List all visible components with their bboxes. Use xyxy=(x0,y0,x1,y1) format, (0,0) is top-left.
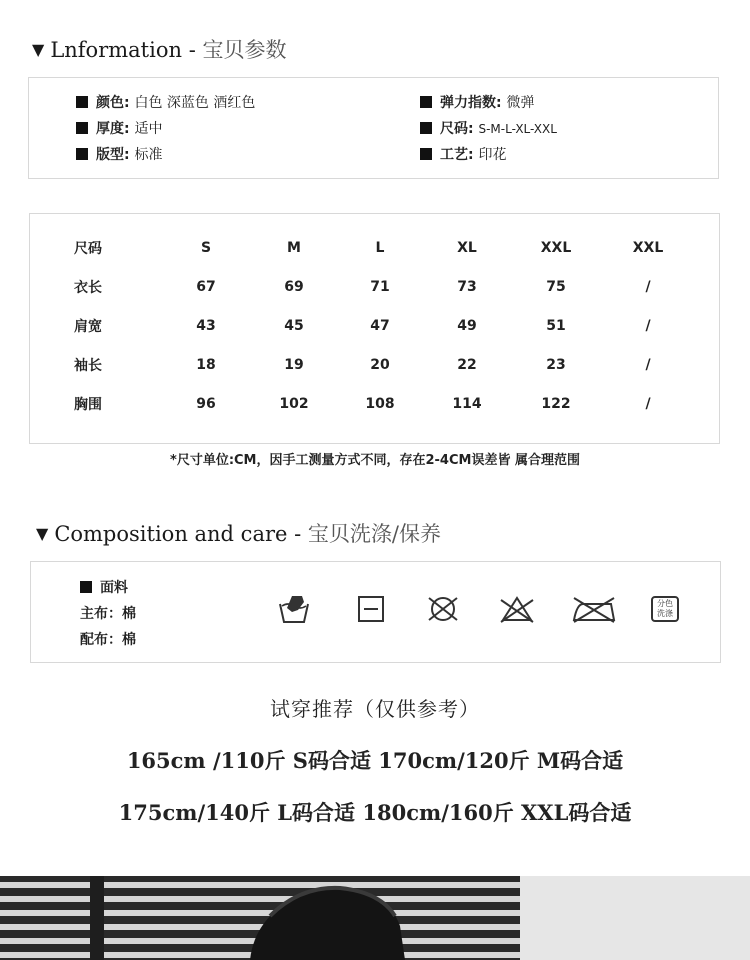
separate-wash-icon: 分色 洗涤 xyxy=(651,596,679,622)
table-cell: S xyxy=(200,239,212,256)
table-cell: 67 xyxy=(196,278,216,295)
table-cell: 20 xyxy=(370,356,390,373)
table-cell: 19 xyxy=(284,356,304,373)
table-cell: 51 xyxy=(546,317,566,334)
table-cell: 96 xyxy=(196,395,216,412)
bullet-square-icon xyxy=(76,96,88,108)
bullet-square-icon xyxy=(420,148,432,160)
triangle-down-icon: ▼ xyxy=(32,40,45,59)
product-photo xyxy=(0,876,750,960)
table-cell: 108 xyxy=(365,395,395,412)
table-cell: XXL xyxy=(632,239,664,256)
tumble-dry-icon xyxy=(351,592,391,626)
table-cell: 袖长 xyxy=(74,357,102,374)
no-dry-clean-icon xyxy=(423,592,463,626)
fabric-heading: 面料 xyxy=(80,577,128,597)
bullet-square-icon xyxy=(76,122,88,134)
composition-separator: - xyxy=(294,522,302,546)
table-cell: L xyxy=(375,239,385,256)
info-color: 颜色: 白色 深蓝色 酒红色 xyxy=(76,92,255,112)
information-title-en: Lnformation xyxy=(50,38,182,62)
table-cell: / xyxy=(645,356,651,373)
main-fabric: 主布：棉 xyxy=(80,606,136,622)
no-bleach-icon xyxy=(497,592,537,626)
info-craft: 工艺: 印花 xyxy=(420,144,506,164)
table-cell: 73 xyxy=(457,278,477,295)
table-cell: 45 xyxy=(284,317,304,334)
table-cell: 肩宽 xyxy=(74,318,102,335)
information-separator: - xyxy=(188,38,196,62)
table-cell: 49 xyxy=(457,317,477,334)
table-row xyxy=(60,384,696,423)
info-fit: 版型: 标准 xyxy=(76,144,162,164)
table-cell: / xyxy=(645,317,651,334)
table-cell: 胸围 xyxy=(74,396,102,413)
composition-title xyxy=(36,518,441,548)
recommendation-title: 试穿推荐（仅供参考） xyxy=(270,697,480,721)
table-cell: 47 xyxy=(370,317,390,334)
product-photo-graphic xyxy=(0,876,750,960)
information-title-cn: 宝贝参数 xyxy=(202,38,287,62)
table-cell: XL xyxy=(457,239,477,256)
table-row xyxy=(60,345,696,384)
info-thickness: 厚度: 适中 xyxy=(76,118,162,138)
table-row xyxy=(60,306,696,345)
table-cell: 尺码 xyxy=(74,240,102,257)
size-note: *尺寸单位:CM，因手工测量方式不同，存在2-4CM误差皆 属合理范围 xyxy=(170,453,580,468)
table-row xyxy=(60,267,696,306)
bullet-square-icon xyxy=(420,96,432,108)
table-cell: 43 xyxy=(196,317,216,334)
table-cell: / xyxy=(645,278,651,295)
triangle-down-icon: ▼ xyxy=(36,524,49,543)
recommendation-line-1: 165cm /110斤 S码合适 170cm/120斤 M码合适 xyxy=(126,748,624,773)
lining-fabric: 配布：棉 xyxy=(80,632,136,648)
table-cell: 18 xyxy=(196,356,216,373)
composition-title-cn: 宝贝洗涤/保养 xyxy=(307,522,441,546)
bullet-square-icon xyxy=(80,581,92,593)
bullet-square-icon xyxy=(76,148,88,160)
table-cell: M xyxy=(287,239,301,256)
table-cell: 衣长 xyxy=(74,279,102,296)
no-iron-icon xyxy=(571,592,617,626)
information-title xyxy=(32,34,286,64)
size-table xyxy=(60,228,696,423)
table-cell: 122 xyxy=(541,395,571,412)
info-elasticity: 弹力指数: 微弹 xyxy=(420,92,534,112)
composition-title-en: Composition and care xyxy=(54,522,288,546)
table-cell: 23 xyxy=(546,356,566,373)
recommendation-line-2: 175cm/140斤 L码合适 180cm/160斤 XXL码合适 xyxy=(118,800,632,825)
table-cell: 75 xyxy=(546,278,566,295)
hand-wash-icon xyxy=(274,592,314,626)
table-cell: 71 xyxy=(370,278,390,295)
table-cell: / xyxy=(645,395,651,412)
table-cell: 114 xyxy=(452,395,482,412)
bullet-square-icon xyxy=(420,122,432,134)
table-cell: 102 xyxy=(279,395,309,412)
table-cell: 22 xyxy=(457,356,477,373)
info-sizes: 尺码: S-M-L-XL-XXL xyxy=(420,118,557,138)
table-header-row xyxy=(60,228,696,267)
table-cell: 69 xyxy=(284,278,304,295)
table-cell: XXL xyxy=(540,239,572,256)
